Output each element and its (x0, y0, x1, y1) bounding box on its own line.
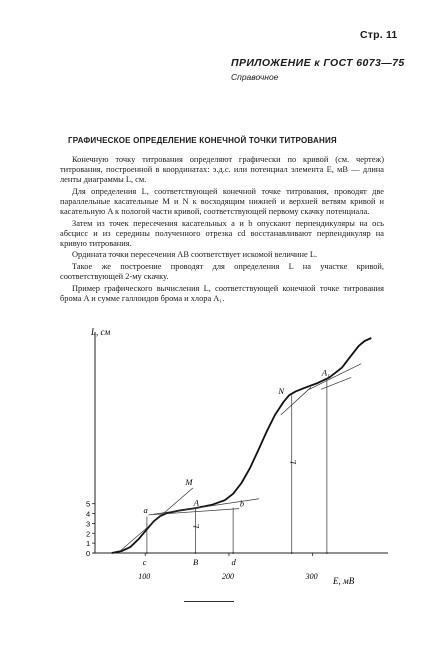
x-axis-label: E, мВ (333, 576, 355, 586)
point-label: M (185, 476, 193, 487)
foot-point (195, 552, 197, 554)
section-heading: ГРАФИЧЕСКОЕ ОПРЕДЕЛЕНИЕ КОНЕЧНОЙ ТОЧКИ ТИТРОВАНИЯ (68, 136, 337, 145)
appendix-subtitle: Справочное (231, 72, 279, 82)
paragraph-1: Конечную точку титрования определяют графически по кривой (см. чертеж) титрования, построенной в координатах: э.д.с. или потенциал элемента E, мВ — длина ленты диаграммы L, см. (60, 155, 384, 185)
length-label: L (191, 523, 201, 529)
y-tick-label: 2 (86, 529, 91, 539)
footer-rule (184, 601, 234, 602)
foot-point (291, 552, 293, 554)
y-tick-label: 0 (86, 549, 91, 558)
y-tick-label: 5 (86, 499, 91, 509)
chart-axes (86, 332, 388, 581)
point-label: a (143, 505, 148, 516)
titration-curve (112, 338, 372, 553)
y-axis-label: L, см (91, 327, 111, 337)
foot-point (326, 552, 328, 554)
page-number: Стр. 11 (360, 29, 398, 41)
paragraph-4: Ордината точки пересечения AB соответствует искомой величине L. (72, 250, 318, 260)
tangent-line (120, 488, 193, 551)
x-tick-label: 300 (305, 572, 318, 581)
appendix-title: ПРИЛОЖЕНИЕ к ГОСТ 6073—75 (231, 57, 405, 69)
x-tick-label: 200 (221, 572, 234, 581)
point-label: A (193, 497, 199, 508)
y-tick-label: 4 (86, 509, 91, 519)
x-tick-label: 100 (138, 572, 151, 581)
chart-marks (112, 338, 372, 567)
foot-point (146, 552, 148, 554)
point-label: B (192, 557, 199, 567)
point-label: A₁ (321, 367, 331, 378)
length-label: L (288, 459, 298, 465)
paragraph-5: Такое же построение проводят для определения L на участке кривой, соответствующей 2-му скачку. (60, 261, 384, 282)
tangent-line (154, 509, 239, 515)
foot-point (232, 552, 234, 554)
point-label: c (142, 557, 147, 567)
point-label: b (239, 498, 245, 509)
point-label: N (278, 386, 285, 397)
point-label: d (231, 557, 236, 567)
paragraph-2: Для определения L, соответствующей конечной точке титрования, проводят две параллельные касательные M и N к восходящим нижней и верхней ветвям кривой и касательную A к пологой части кривой, соответствующей первому скачку потенциала. (60, 186, 384, 216)
y-tick-label: 3 (86, 519, 91, 529)
tangent-line (309, 364, 361, 390)
y-tick-label: 1 (86, 539, 91, 549)
paragraph-3: Затем из точек пересечения касательных a и b опускают перпендикуляры на ось абсцисс и из середины полученного отрезка cd восстанавливают перпендикуляр на кривую титрования. (60, 218, 384, 248)
paragraph-6: Пример графического вычисления L, соответствующей конечной точке титрования брома A и сумме галлоидов брома и хлора A₁. (60, 283, 384, 303)
